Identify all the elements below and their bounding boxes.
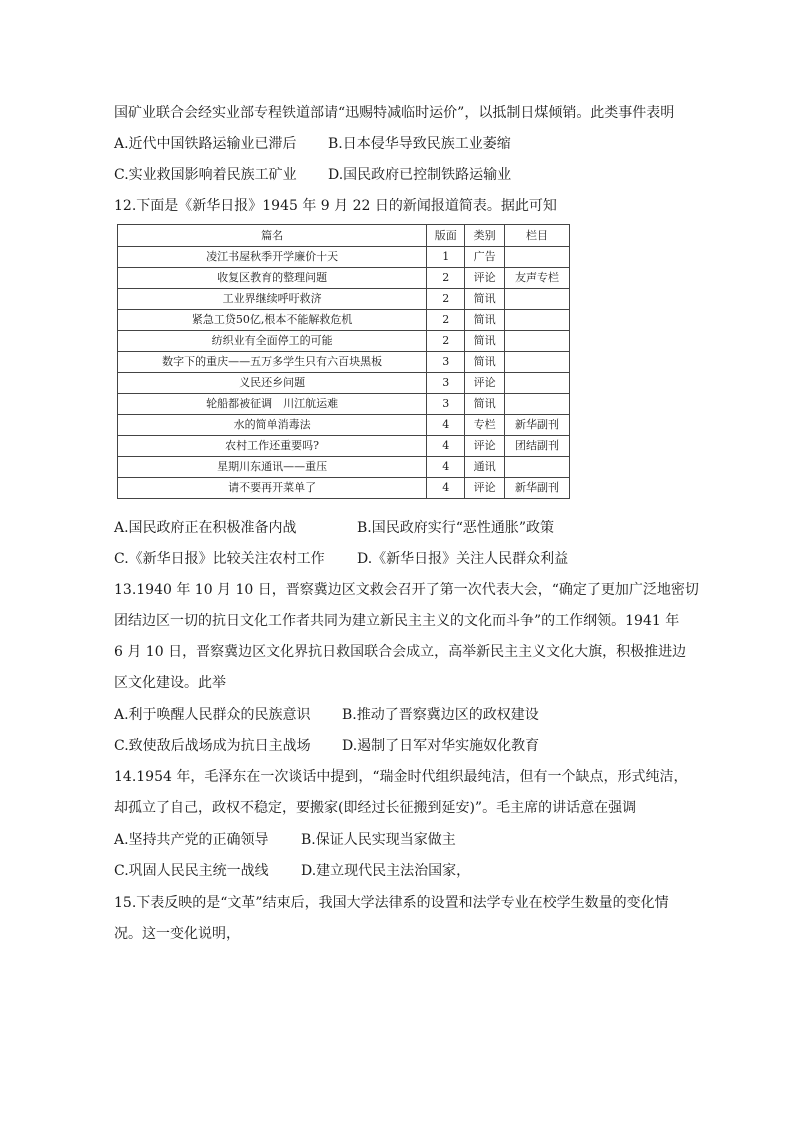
cell-page: 3 bbox=[427, 394, 465, 415]
cell-title: 义民还乡问题 bbox=[118, 373, 427, 394]
q14-option-d: D.建立现代民主法治国家， bbox=[301, 863, 471, 879]
cell-page: 4 bbox=[427, 436, 465, 457]
header-page: 版面 bbox=[427, 225, 465, 247]
header-category: 类别 bbox=[465, 225, 505, 247]
q12-option-c: C.《新华日报》比较关注农村工作 bbox=[114, 551, 325, 567]
cell-column bbox=[505, 310, 570, 331]
cell-category: 评论 bbox=[465, 268, 505, 289]
q11-option-c: C.实业救国影响着民族工矿业 bbox=[114, 167, 297, 183]
q12-option-b: B.国民政府实行“恶性通胀”政策 bbox=[357, 520, 555, 536]
table-row bbox=[118, 457, 570, 478]
q14-option-a: A.坚持共产党的正确领导 bbox=[114, 832, 269, 848]
cell-category: 简讯 bbox=[465, 310, 505, 331]
q13-option-b: B.推动了晋察冀边区的政权建设 bbox=[342, 707, 539, 723]
cell-column bbox=[505, 394, 570, 415]
table-row bbox=[118, 331, 570, 352]
cell-category: 简讯 bbox=[465, 289, 505, 310]
cell-column: 新华副刊 bbox=[505, 415, 570, 436]
cell-category: 评论 bbox=[465, 478, 505, 499]
cell-category: 专栏 bbox=[465, 415, 505, 436]
cell-title: 农村工作还重要吗? bbox=[118, 436, 427, 457]
q13-stem-line-4: 区文化建设。此举 bbox=[114, 675, 226, 691]
cell-page: 1 bbox=[427, 247, 465, 268]
cell-category: 简讯 bbox=[465, 394, 505, 415]
cell-category: 评论 bbox=[465, 436, 505, 457]
table-row bbox=[118, 478, 570, 499]
q14-option-c: C.巩固人民民主统一战线 bbox=[114, 863, 269, 879]
cell-column: 友声专栏 bbox=[505, 268, 570, 289]
cell-page: 2 bbox=[427, 310, 465, 331]
q13-option-c: C.致使敌后战场成为抗日主战场 bbox=[114, 738, 311, 754]
table-row bbox=[118, 415, 570, 436]
table-header-row bbox=[118, 225, 570, 247]
q13-option-a: A.利于唤醒人民群众的民族意识 bbox=[114, 707, 311, 723]
table-row bbox=[118, 436, 570, 457]
cell-category: 简讯 bbox=[465, 352, 505, 373]
q11-stem-line: 国矿业联合会经实业部专程铁道部请“迅赐特减临时运价”，以抵制日煤倾销。此类事件表明 bbox=[114, 105, 675, 121]
cell-category: 通讯 bbox=[465, 457, 505, 478]
cell-column bbox=[505, 247, 570, 268]
cell-title: 请不要再开菜单了 bbox=[118, 478, 427, 499]
cell-title: 凌江书屋秋季开学廉价十天 bbox=[118, 247, 427, 268]
header-title: 篇名 bbox=[118, 225, 427, 247]
q13-stem-line-1: 13.1940 年 10 月 10 日，晋察冀边区文救会召开了第一次代表大会，“确定了更加广泛地密切 bbox=[114, 582, 699, 598]
cell-page: 3 bbox=[427, 352, 465, 373]
cell-column bbox=[505, 457, 570, 478]
q11-option-b: B.日本侵华导致民族工业萎缩 bbox=[328, 136, 511, 152]
cell-title: 紧急工贷50亿,根本不能解救危机 bbox=[118, 310, 427, 331]
q12-option-a: A.国民政府正在积极准备内战 bbox=[114, 520, 297, 536]
cell-title: 工业界继续呼吁救济 bbox=[118, 289, 427, 310]
news-report-table bbox=[117, 224, 570, 499]
cell-column: 新华副刊 bbox=[505, 478, 570, 499]
cell-column bbox=[505, 331, 570, 352]
table-row bbox=[118, 394, 570, 415]
table-row bbox=[118, 373, 570, 394]
q13-stem-line-3: 6 月 10 日，晋察冀边区文化界抗日救国联合会成立，高举新民主主义文化大旗，积极推进边 bbox=[114, 644, 687, 660]
cell-column bbox=[505, 352, 570, 373]
cell-page: 3 bbox=[427, 373, 465, 394]
q15-stem-line-2: 况。这一变化说明， bbox=[114, 926, 240, 942]
header-column: 栏目 bbox=[505, 225, 570, 247]
cell-page: 2 bbox=[427, 289, 465, 310]
q14-stem-line-1: 14.1954 年，毛泽东在一次谈话中提到，“瑞金时代组织最纯洁，但有一个缺点，形式纯洁， bbox=[114, 769, 688, 785]
q12-option-d: D.《新华日报》关注人民群众利益 bbox=[357, 551, 569, 567]
cell-title: 数字下的重庆——五万多学生只有六百块黑板 bbox=[118, 352, 427, 373]
q11-option-d: D.国民政府已控制铁路运输业 bbox=[328, 167, 512, 183]
q13-option-d: D.遏制了日军对华实施奴化教育 bbox=[342, 738, 540, 754]
table-row bbox=[118, 247, 570, 268]
q11-option-a: A.近代中国铁路运输业已滞后 bbox=[114, 136, 297, 152]
cell-category: 评论 bbox=[465, 373, 505, 394]
table-row bbox=[118, 310, 570, 331]
cell-page: 2 bbox=[427, 268, 465, 289]
cell-column bbox=[505, 373, 570, 394]
cell-category: 简讯 bbox=[465, 331, 505, 352]
cell-page: 4 bbox=[427, 457, 465, 478]
cell-title: 星期川东通讯——重压 bbox=[118, 457, 427, 478]
cell-page: 4 bbox=[427, 478, 465, 499]
cell-page: 2 bbox=[427, 331, 465, 352]
table-row bbox=[118, 268, 570, 289]
q12-stem: 12.下面是《新华日报》1945 年 9 月 22 日的新闻报道简表。据此可知 bbox=[114, 198, 557, 214]
q14-stem-line-2: 却孤立了自己，政权不稳定，要搬家(即经过长征搬到延安)”。毛主席的讲话意在强调 bbox=[114, 800, 637, 816]
q14-option-b: B.保证人民实现当家做主 bbox=[301, 832, 456, 848]
table-row bbox=[118, 289, 570, 310]
q13-stem-line-2: 团结边区一切的抗日文化工作者共同为建立新民主主义的文化而斗争”的工作纲领。1941 年 bbox=[114, 613, 680, 629]
q15-stem-line-1: 15.下表反映的是“文革”结束后，我国大学法律系的设置和法学专业在校学生数量的变化情 bbox=[114, 895, 669, 911]
cell-title: 收复区教育的整理问题 bbox=[118, 268, 427, 289]
cell-title: 轮船都被征调 川江航运难 bbox=[118, 394, 427, 415]
cell-column bbox=[505, 289, 570, 310]
cell-page: 4 bbox=[427, 415, 465, 436]
cell-title: 水的简单消毒法 bbox=[118, 415, 427, 436]
cell-category: 广告 bbox=[465, 247, 505, 268]
cell-column: 团结副刊 bbox=[505, 436, 570, 457]
cell-title: 纺织业有全面停工的可能 bbox=[118, 331, 427, 352]
table-row bbox=[118, 352, 570, 373]
